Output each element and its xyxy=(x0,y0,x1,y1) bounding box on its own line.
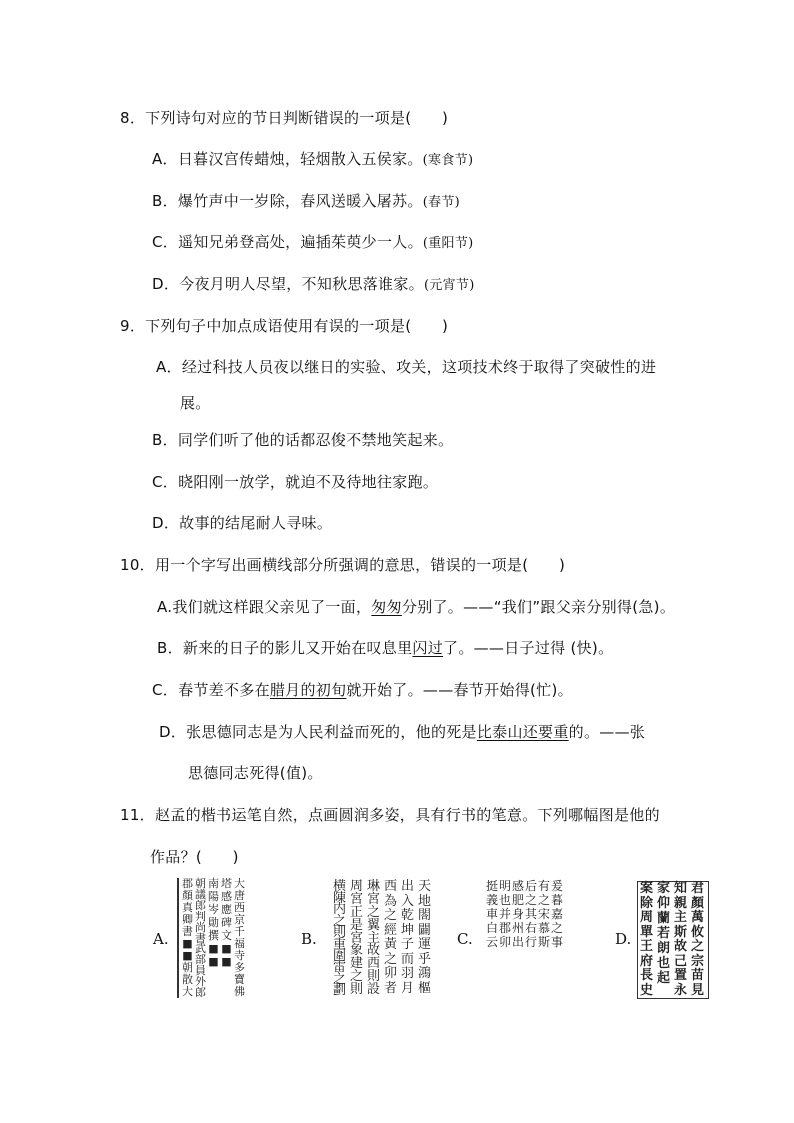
calligraphy-char: 西 xyxy=(234,901,245,914)
calligraphy-char: 宮 xyxy=(367,891,381,907)
calligraphy-char: 判 xyxy=(195,909,206,923)
q10-a-pre: A.我们就这样跟父亲见了一面， xyxy=(157,598,372,616)
q10-option-b xyxy=(157,638,613,658)
calligraphy-char: 案 xyxy=(640,881,654,896)
q9-option-a-line2: 展。 xyxy=(180,394,211,412)
calligraphy-char: 王 xyxy=(640,939,654,954)
q10-d-pre: D．张思德同志是为人民利益而死的，他的死是 xyxy=(159,723,477,741)
calligraphy-char: 宗 xyxy=(691,953,705,969)
calligraphy-char: 部 xyxy=(195,953,206,967)
calligraphy-char: 唐 xyxy=(234,889,245,902)
calligraphy-image-c[interactable] xyxy=(482,880,564,996)
q8-option-d-note: (元宵节) xyxy=(423,278,475,293)
calligraphy-char: 之 xyxy=(333,913,347,929)
calligraphy-char: 西 xyxy=(384,879,398,894)
calligraphy-char: 單 xyxy=(640,924,654,940)
calligraphy-char: 嘉 xyxy=(551,907,564,921)
q11-label-a: A. xyxy=(153,930,169,948)
calligraphy-char: 右 xyxy=(525,921,538,935)
calligraphy-char: 天 xyxy=(418,879,432,894)
q8-option-a-note: (寒食节) xyxy=(422,153,474,168)
calligraphy-char: 則 xyxy=(367,969,381,985)
calligraphy-char: 陽 xyxy=(208,890,219,903)
calligraphy-char: 車 xyxy=(486,907,499,921)
calligraphy-char: 知 xyxy=(674,881,688,896)
calligraphy-char: 行 xyxy=(525,935,538,949)
calligraphy-image-d[interactable] xyxy=(637,881,709,999)
calligraphy-char: 白 xyxy=(486,921,499,935)
calligraphy-char: 福 xyxy=(234,937,245,950)
calligraphy-char: 萬 xyxy=(691,910,705,925)
calligraphy-char: 多 xyxy=(234,961,245,974)
q11-stem-line2: 作品？( ) xyxy=(150,848,239,866)
q10-b-post: 了。——日子过得 (快)。 xyxy=(443,639,614,657)
calligraphy-char: 身 xyxy=(512,907,525,921)
q9-option-d: D．故事的结尾耐人寻味。 xyxy=(152,514,333,532)
q8-option-b-note: (春节) xyxy=(422,195,461,210)
calligraphy-char: 黃 xyxy=(384,937,398,952)
calligraphy-char: 宋 xyxy=(538,907,551,921)
calligraphy-char: 己 xyxy=(674,953,688,969)
calligraphy-char: 西 xyxy=(367,956,381,972)
calligraphy-char: 有 xyxy=(538,879,551,893)
calligraphy-char: 后 xyxy=(525,879,538,893)
q11-label-d: D. xyxy=(615,930,632,948)
calligraphy-char: 横 xyxy=(333,879,347,894)
calligraphy-char: 感 xyxy=(221,890,232,903)
q10-d-post: 的。——张 xyxy=(568,723,646,741)
calligraphy-char: 乾 xyxy=(401,908,415,923)
q10-stem: 10．用一个字写出画横线部分所强调的意思，错误的一项是( ) xyxy=(120,556,566,574)
calligraphy-char: 故 xyxy=(674,939,688,954)
calligraphy-char: 家 xyxy=(657,881,671,896)
calligraphy-char: 蘭 xyxy=(657,911,671,926)
calligraphy-char: 散 xyxy=(182,973,193,986)
calligraphy-char: 者 xyxy=(384,980,398,996)
q8-option-b-text: B．爆竹声中一岁除，春风送暖入屠苏。 xyxy=(152,192,423,210)
calligraphy-char: 見 xyxy=(691,982,705,998)
q10-b-underlined: 闪过 xyxy=(412,639,444,657)
calligraphy-char: 置 xyxy=(674,968,688,983)
calligraphy-char: 大 xyxy=(234,877,245,890)
calligraphy-char: ■ xyxy=(208,942,219,955)
calligraphy-char: 書 xyxy=(182,925,193,938)
calligraphy-char: 運 xyxy=(418,937,432,952)
q8-option-a xyxy=(152,149,473,171)
calligraphy-char: 起 xyxy=(657,971,671,986)
calligraphy-char: 乎 xyxy=(418,951,432,967)
q8-option-c xyxy=(152,232,474,254)
calligraphy-char: 斯 xyxy=(538,935,551,949)
q10-option-a xyxy=(157,597,675,617)
calligraphy-char: 云 xyxy=(486,935,499,949)
q10-c-underlined: 腊月的初旬 xyxy=(269,681,347,699)
calligraphy-char: 府 xyxy=(640,953,654,969)
calligraphy-char: 寶 xyxy=(234,973,245,986)
calligraphy-char: 主 xyxy=(674,910,688,925)
q9-option-c: C．晓阳刚一放学，就迫不及待地往家跑。 xyxy=(152,473,439,491)
calligraphy-char: 武 xyxy=(195,942,206,956)
calligraphy-char: 設 xyxy=(367,982,381,998)
q10-c-pre: C．春节差不多在 xyxy=(152,681,270,699)
calligraphy-char: 之 xyxy=(691,939,705,954)
calligraphy-char: 慕 xyxy=(538,921,551,935)
calligraphy-char: 尚 xyxy=(195,920,206,934)
q11-stem-line1: 11．赵孟的楷书运笔自然，点画圆润多姿，具有行书的笔意。下列哪幅图是他的 xyxy=(120,806,660,824)
calligraphy-char: ■ xyxy=(221,955,232,968)
calligraphy-char: 州 xyxy=(512,921,525,935)
calligraphy-char: 之 xyxy=(551,921,564,935)
calligraphy-char: 内 xyxy=(333,902,347,918)
calligraphy-char: 長 xyxy=(640,968,654,983)
calligraphy-char: 真 xyxy=(182,901,193,914)
calligraphy-char: 琳 xyxy=(367,879,381,894)
calligraphy-image-a[interactable] xyxy=(177,878,247,998)
calligraphy-char: 議 xyxy=(195,887,206,901)
calligraphy-char: 陳 xyxy=(333,890,347,906)
calligraphy-char: 碑 xyxy=(221,916,232,929)
calligraphy-char: 經 xyxy=(384,922,398,938)
calligraphy-char: 暮 xyxy=(551,893,564,907)
calligraphy-char: 子 xyxy=(401,937,415,952)
calligraphy-char: 員 xyxy=(195,964,206,978)
q8-option-d-text: D．今夜月明人尽望，不知秋思落谁家。 xyxy=(152,275,424,293)
calligraphy-char: 君 xyxy=(691,881,705,896)
calligraphy-char: 佛 xyxy=(234,985,245,998)
calligraphy-char: 之 xyxy=(525,893,538,907)
calligraphy-char: 正 xyxy=(350,904,364,920)
q8-option-d xyxy=(152,274,475,296)
calligraphy-char: 周 xyxy=(640,910,654,925)
calligraphy-char: 象 xyxy=(350,943,364,959)
calligraphy-image-b[interactable] xyxy=(327,879,435,999)
calligraphy-char: 則 xyxy=(333,925,347,941)
q9-option-b: B．同学们听了他的话都忍俊不禁地笑起来。 xyxy=(152,431,454,449)
calligraphy-char: 主 xyxy=(367,930,381,946)
q9-option-a-line1: A．经过科技人员夜以继日的实验、攻关，这项技术终于取得了突破性的进 xyxy=(156,358,657,376)
calligraphy-char: 岑 xyxy=(208,903,219,916)
calligraphy-char: 朝 xyxy=(195,877,206,890)
calligraphy-char: 重 xyxy=(333,937,347,952)
calligraphy-char: 郎 xyxy=(195,898,206,912)
calligraphy-char: 塔 xyxy=(221,877,232,890)
calligraphy-char: 朝 xyxy=(182,961,193,974)
calligraphy-char: 坤 xyxy=(401,922,415,938)
calligraphy-char: 羽 xyxy=(401,966,415,981)
calligraphy-char: 是 xyxy=(350,917,364,933)
q8-option-c-text: C．遥知兄弟登高处，遍插茱萸少一人。 xyxy=(152,233,423,251)
calligraphy-char: 大 xyxy=(182,985,193,998)
calligraphy-char: 地 xyxy=(418,893,432,909)
q10-c-post: 就开始了。——春节开始得(忙)。 xyxy=(346,681,573,699)
q10-a-underlined: 匆匆 xyxy=(371,598,402,616)
calligraphy-char: 外 xyxy=(195,975,206,989)
calligraphy-char: 郡 xyxy=(182,877,193,890)
calligraphy-char: 出 xyxy=(512,935,525,949)
calligraphy-char: 苗 xyxy=(691,968,705,983)
q11-label-b: B. xyxy=(301,930,317,948)
q8-option-c-note: (重阳节) xyxy=(422,236,474,251)
calligraphy-char: 斯 xyxy=(674,924,688,940)
calligraphy-char: 卯 xyxy=(499,935,512,949)
calligraphy-char: 勛 xyxy=(208,916,219,929)
calligraphy-char: 也 xyxy=(657,956,671,971)
calligraphy-char: 南 xyxy=(208,877,219,890)
calligraphy-char: 卿 xyxy=(182,913,193,926)
q10-a-post: 分别了。——“我们”跟父亲分别得(急)。 xyxy=(401,598,676,616)
calligraphy-char: 仰 xyxy=(657,896,671,911)
calligraphy-char: 書 xyxy=(195,931,206,945)
calligraphy-char: 史 xyxy=(640,982,654,998)
calligraphy-char: 事 xyxy=(551,935,564,949)
calligraphy-char: 宮 xyxy=(350,930,364,946)
calligraphy-char: ■ xyxy=(182,937,193,950)
calligraphy-char: 郎 xyxy=(195,986,206,1000)
q10-option-c xyxy=(152,680,573,700)
calligraphy-char: 劃 xyxy=(333,983,347,999)
q10-option-d xyxy=(159,722,645,742)
calligraphy-char: 之 xyxy=(333,971,347,987)
calligraphy-char: 義 xyxy=(486,893,499,907)
calligraphy-char: 明 xyxy=(499,879,512,893)
calligraphy-char: 若 xyxy=(657,926,671,941)
calligraphy-char: 宮 xyxy=(350,891,364,907)
calligraphy-char: 朗 xyxy=(657,941,671,956)
calligraphy-char: 千 xyxy=(234,925,245,938)
calligraphy-char: 鴻 xyxy=(418,966,432,981)
calligraphy-char: 圍 xyxy=(333,948,347,964)
calligraphy-char: 郡 xyxy=(499,921,512,935)
calligraphy-char: ■ xyxy=(221,942,232,955)
calligraphy-char: 感 xyxy=(512,879,525,893)
calligraphy-char: 之 xyxy=(384,951,398,967)
calligraphy-char: 之 xyxy=(384,908,398,923)
calligraphy-char: 入 xyxy=(401,893,415,909)
calligraphy-char: ■ xyxy=(208,955,219,968)
calligraphy-char: 寺 xyxy=(234,949,245,962)
calligraphy-char: 文 xyxy=(221,929,232,942)
q8-stem: 8．下列诗句对应的节日判断错误的一项是( ) xyxy=(120,109,449,127)
calligraphy-char: 闢 xyxy=(418,922,432,938)
calligraphy-char: 并 xyxy=(499,907,512,921)
calligraphy-char: 建 xyxy=(350,956,364,972)
calligraphy-char: 撰 xyxy=(208,929,219,942)
calligraphy-char: 之 xyxy=(538,893,551,907)
calligraphy-char: 出 xyxy=(401,879,415,894)
calligraphy-char: 之 xyxy=(367,904,381,920)
calligraphy-char: 閤 xyxy=(418,908,432,923)
q9-stem: 9．下列句子中加点成语使用有误的一项是( ) xyxy=(120,317,449,335)
calligraphy-char: ■ xyxy=(182,949,193,962)
calligraphy-char: 永 xyxy=(674,982,688,998)
q8-option-a-text: A．日暮汉宫传蜡烛，轻烟散入五侯家。 xyxy=(152,150,423,168)
calligraphy-char: 除 xyxy=(640,895,654,911)
q10-d-underlined: 比泰山还要重 xyxy=(476,723,569,741)
q10-option-d-line2: 思德同志死得(值)。 xyxy=(188,764,323,782)
calligraphy-char: 為 xyxy=(384,893,398,909)
calligraphy-char: 應 xyxy=(221,903,232,916)
calligraphy-char: 卯 xyxy=(384,966,398,981)
calligraphy-char: 之 xyxy=(350,969,364,985)
calligraphy-char: 翼 xyxy=(367,917,381,933)
q8-option-b xyxy=(152,191,460,213)
calligraphy-char: 故 xyxy=(367,943,381,959)
q11-label-c: C. xyxy=(457,930,473,948)
calligraphy-char: 雷 xyxy=(333,960,347,976)
calligraphy-char: 而 xyxy=(401,951,415,967)
calligraphy-char: 周 xyxy=(350,879,364,894)
calligraphy-char: 顏 xyxy=(182,889,193,902)
calligraphy-char: 攸 xyxy=(691,924,705,940)
calligraphy-char: 親 xyxy=(674,895,688,911)
calligraphy-char: 顏 xyxy=(691,895,705,911)
calligraphy-char: 京 xyxy=(234,913,245,926)
calligraphy-char: 樞 xyxy=(418,980,432,996)
calligraphy-char: 則 xyxy=(350,982,364,998)
q10-b-pre: B．新来的日子的影儿又开始在叹息里 xyxy=(157,639,413,657)
calligraphy-char: 肥 xyxy=(512,893,525,907)
calligraphy-char: 爰 xyxy=(551,879,564,893)
calligraphy-char: 也 xyxy=(499,893,512,907)
calligraphy-char: 月 xyxy=(401,980,415,996)
calligraphy-char: 其 xyxy=(525,907,538,921)
calligraphy-char: 挺 xyxy=(486,879,499,893)
